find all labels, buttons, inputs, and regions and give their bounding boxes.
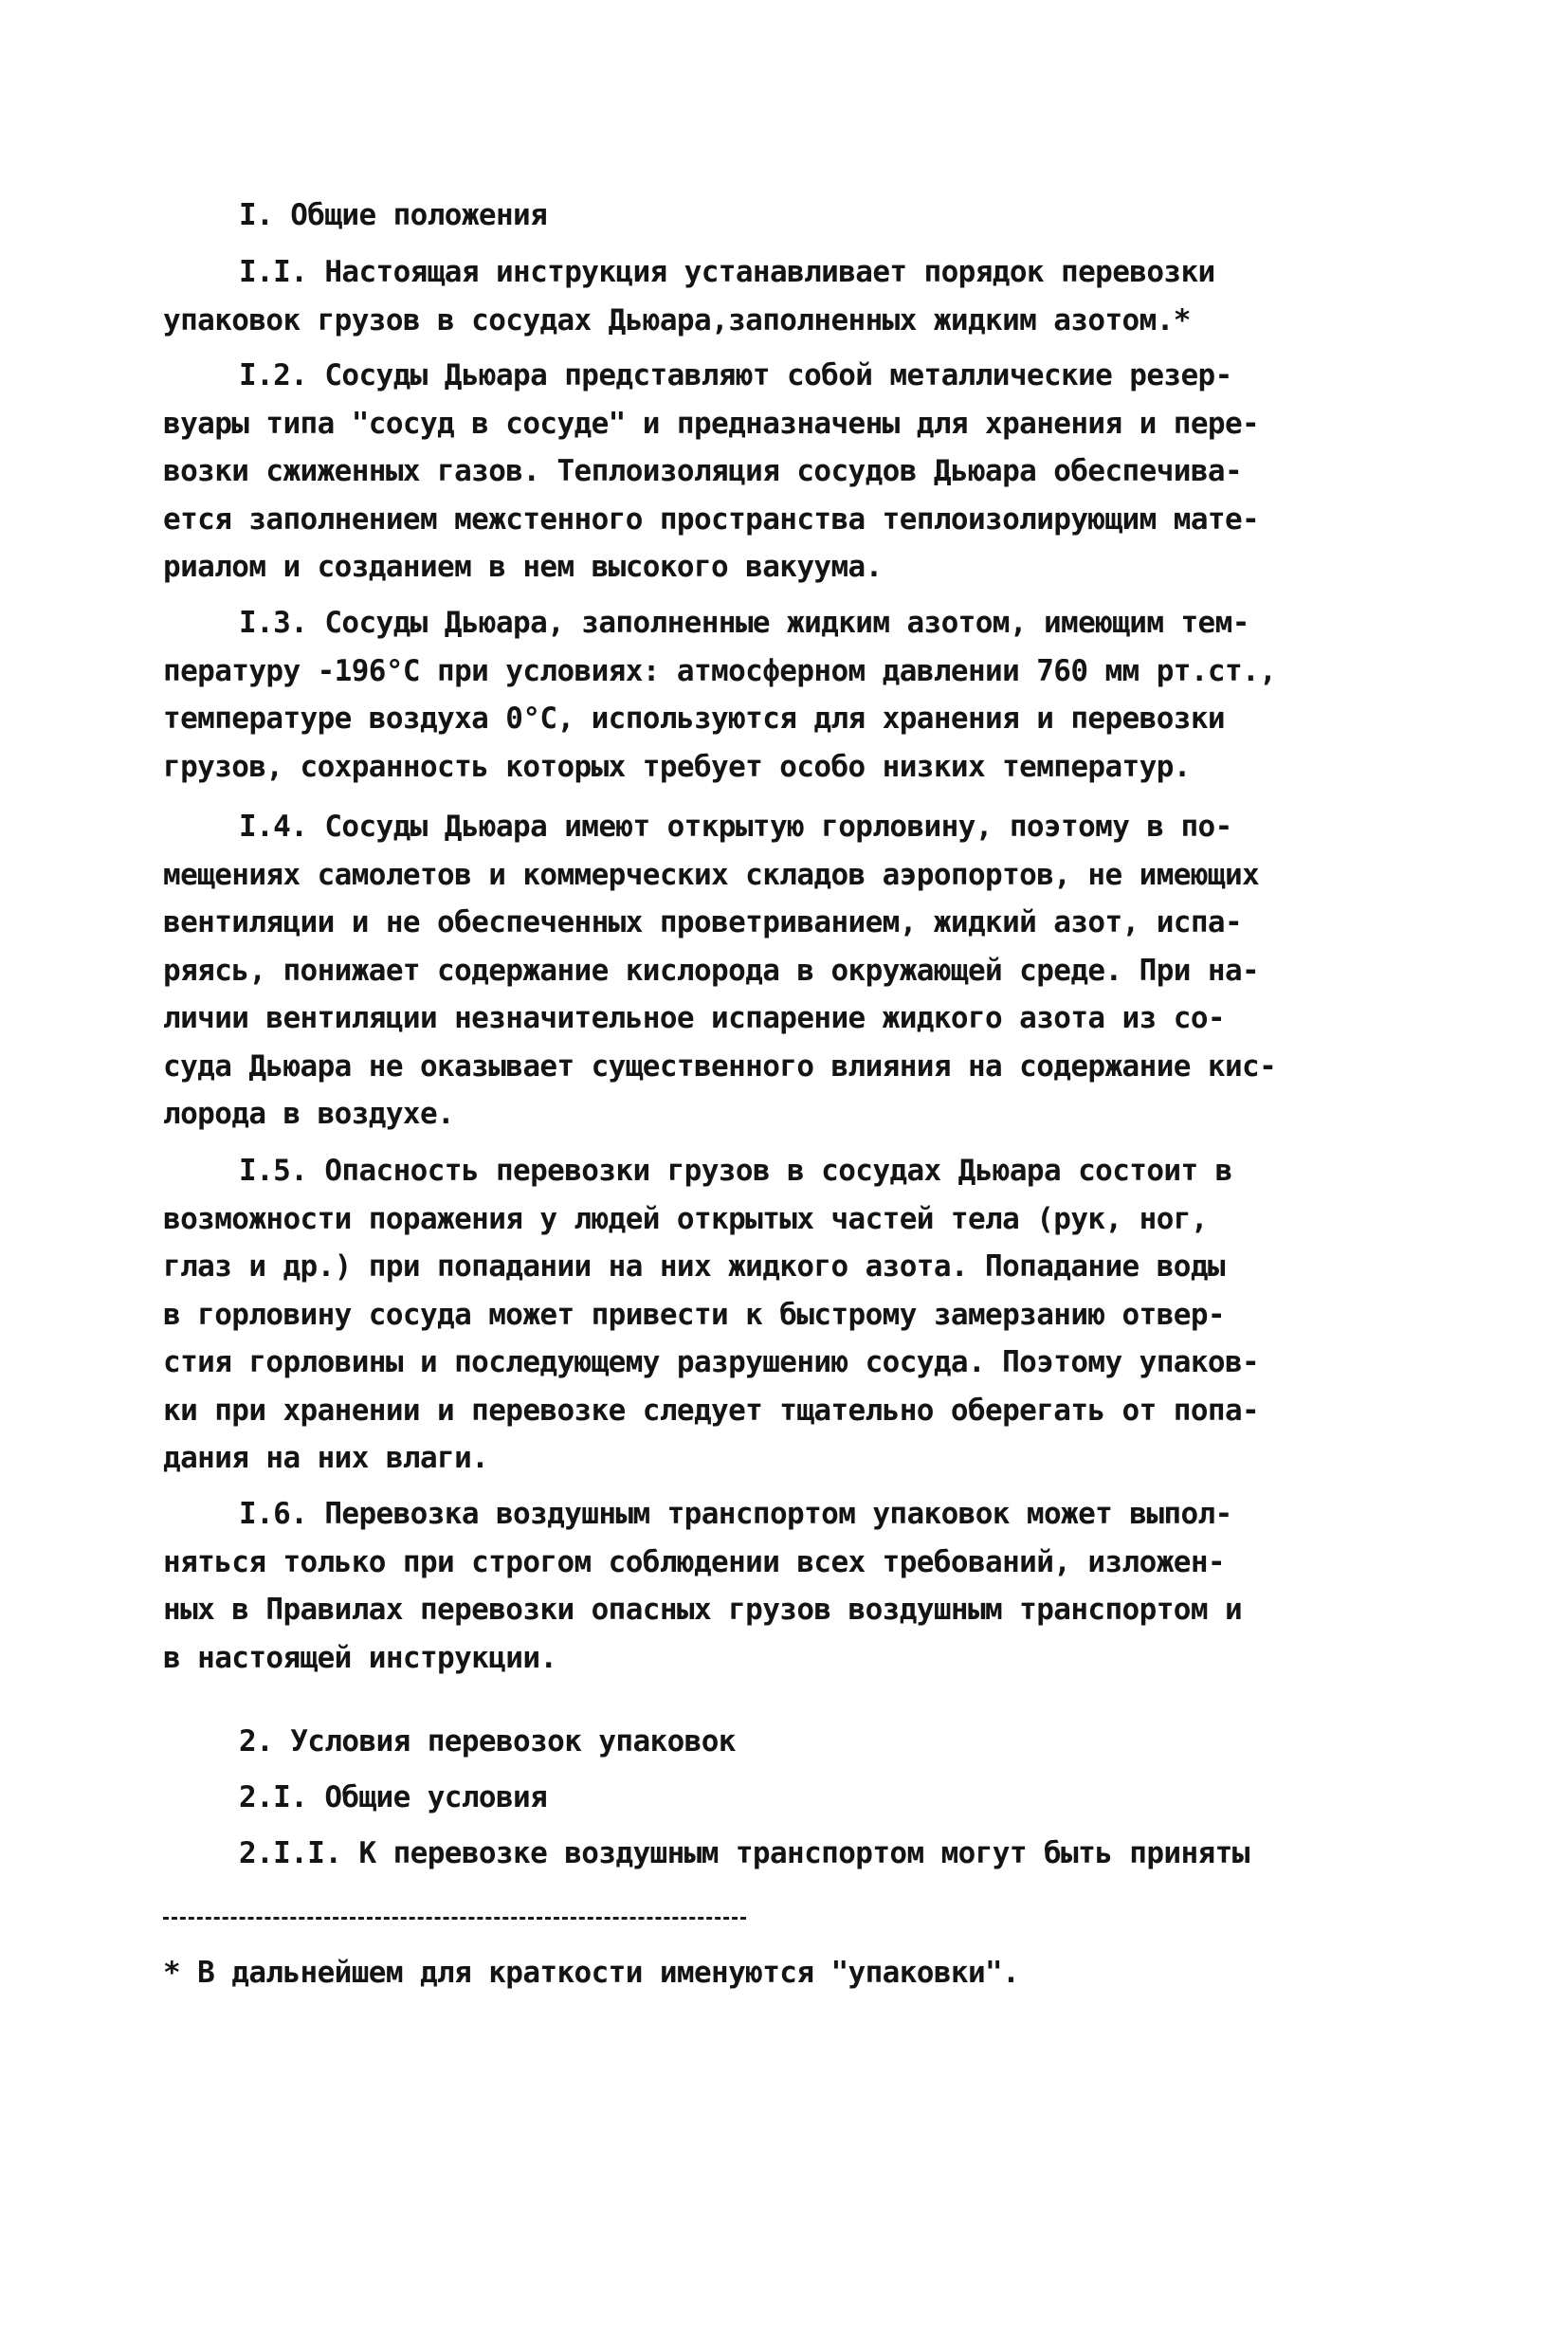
paragraph-line: суда Дьюара не оказывает существенного влияния на содержание кис- [163,1048,1277,1084]
paragraph-line: в горловину сосуда может привести к быстрому замерзанию отвер- [163,1297,1225,1332]
paragraph-1-2 [163,352,1343,592]
paragraph-line: вуары типа "сосуд в сосуде" и предназначены для хранения и пере- [163,406,1260,441]
paragraph-line: упаковок грузов в сосудах Дьюара,заполненных жидким азотом.* [163,302,1191,337]
heading-text: 2.I. Общие условия [239,1780,548,1814]
paragraph-line: личии вентиляции незначительное испарение жидкого азота из со- [163,1001,1225,1035]
paragraph-line: вентиляции и не обеспеченных проветриванием, жидкий азот, испа- [163,905,1243,939]
paragraph-line: ных в Правилах перевозки опасных грузов воздушным транспортом и [163,1593,1243,1627]
footnote-separator [163,1917,746,1920]
paragraph-line: температуре воздуха 0°C, используются для хранения и перевозки [163,702,1225,736]
paragraph-line: глаз и др.) при попадании на них жидкого азота. Попадание воды [163,1249,1225,1284]
paragraph-line: дания на них влаги. [163,1441,489,1475]
heading-text: I. Общие положения [239,198,548,232]
paragraph-1-5 [163,1147,1343,1483]
paragraph-line: стия горловины и последующему разрушению сосуда. Поэтому упаков- [163,1345,1260,1379]
paragraph-line: пературу -196°C при условиях: атмосферном давлении 760 мм рт.ст., [163,653,1277,688]
paragraph-line: 2.I.I. К перевозке воздушным транспортом могут быть приняты [239,1836,1249,1870]
paragraph-1-4 [163,803,1343,1139]
section-2-1-heading [163,1774,1343,1822]
paragraph-line: I.I. Настоящая инструкция устанавливает порядок перевозки [239,255,1215,289]
paragraph-line: ется заполнением межстенного пространства теплоизолирующим мате- [163,501,1260,537]
paragraph-line: риалом и созданием в нем высокого вакуума. [163,550,883,584]
heading-text: 2. Условия перевозок упаковок [239,1724,736,1759]
footnote-text: * В дальнейшем для краткости именуются "упаковки". [163,1956,1020,1990]
paragraph-line: ряясь, понижает содержание кислорода в окружающей среде. При на- [163,953,1260,988]
paragraph-1-1 [163,248,1343,344]
paragraph-line: I.4. Сосуды Дьюара имеют открытую горловину, поэтому в по- [239,810,1232,844]
paragraph-1-6 [163,1490,1343,1682]
paragraph-1-3 [163,599,1343,791]
paragraph-line: I.6. Перевозка воздушным транспортом упаковок может выпол- [239,1497,1232,1531]
paragraph-line: грузов, сохранность которых требует особо низких температур. [163,749,1191,784]
section-1-heading [163,191,1343,240]
paragraph-line: лорода в воздухе. [163,1097,455,1131]
paragraph-line: в настоящей инструкции. [163,1640,557,1675]
paragraph-line: мещениях самолетов и коммерческих складов аэропортов, не имеющих [163,857,1260,892]
paragraph-line: няться только при строгом соблюдении всех требований, изложен- [163,1544,1225,1579]
paragraph-2-1-1 [163,1830,1343,1878]
paragraph-line: возки сжиженных газов. Теплоизоляция сосудов Дьюара обеспечива- [163,454,1243,488]
paragraph-line: I.5. Опасность перевозки грузов в сосудах Дьюара состоит в [239,1154,1232,1188]
paragraph-line: возможности поражения у людей открытых частей тела (рук, ног, [163,1201,1208,1236]
paragraph-line: I.3. Сосуды Дьюара, заполненные жидким азотом, имеющим тем- [239,606,1249,640]
paragraph-line: I.2. Сосуды Дьюара представляют собой металлические резер- [239,358,1232,392]
section-2-heading [163,1718,1343,1766]
paragraph-line: ки при хранении и перевозке следует тщательно оберегать от попа- [163,1393,1260,1428]
